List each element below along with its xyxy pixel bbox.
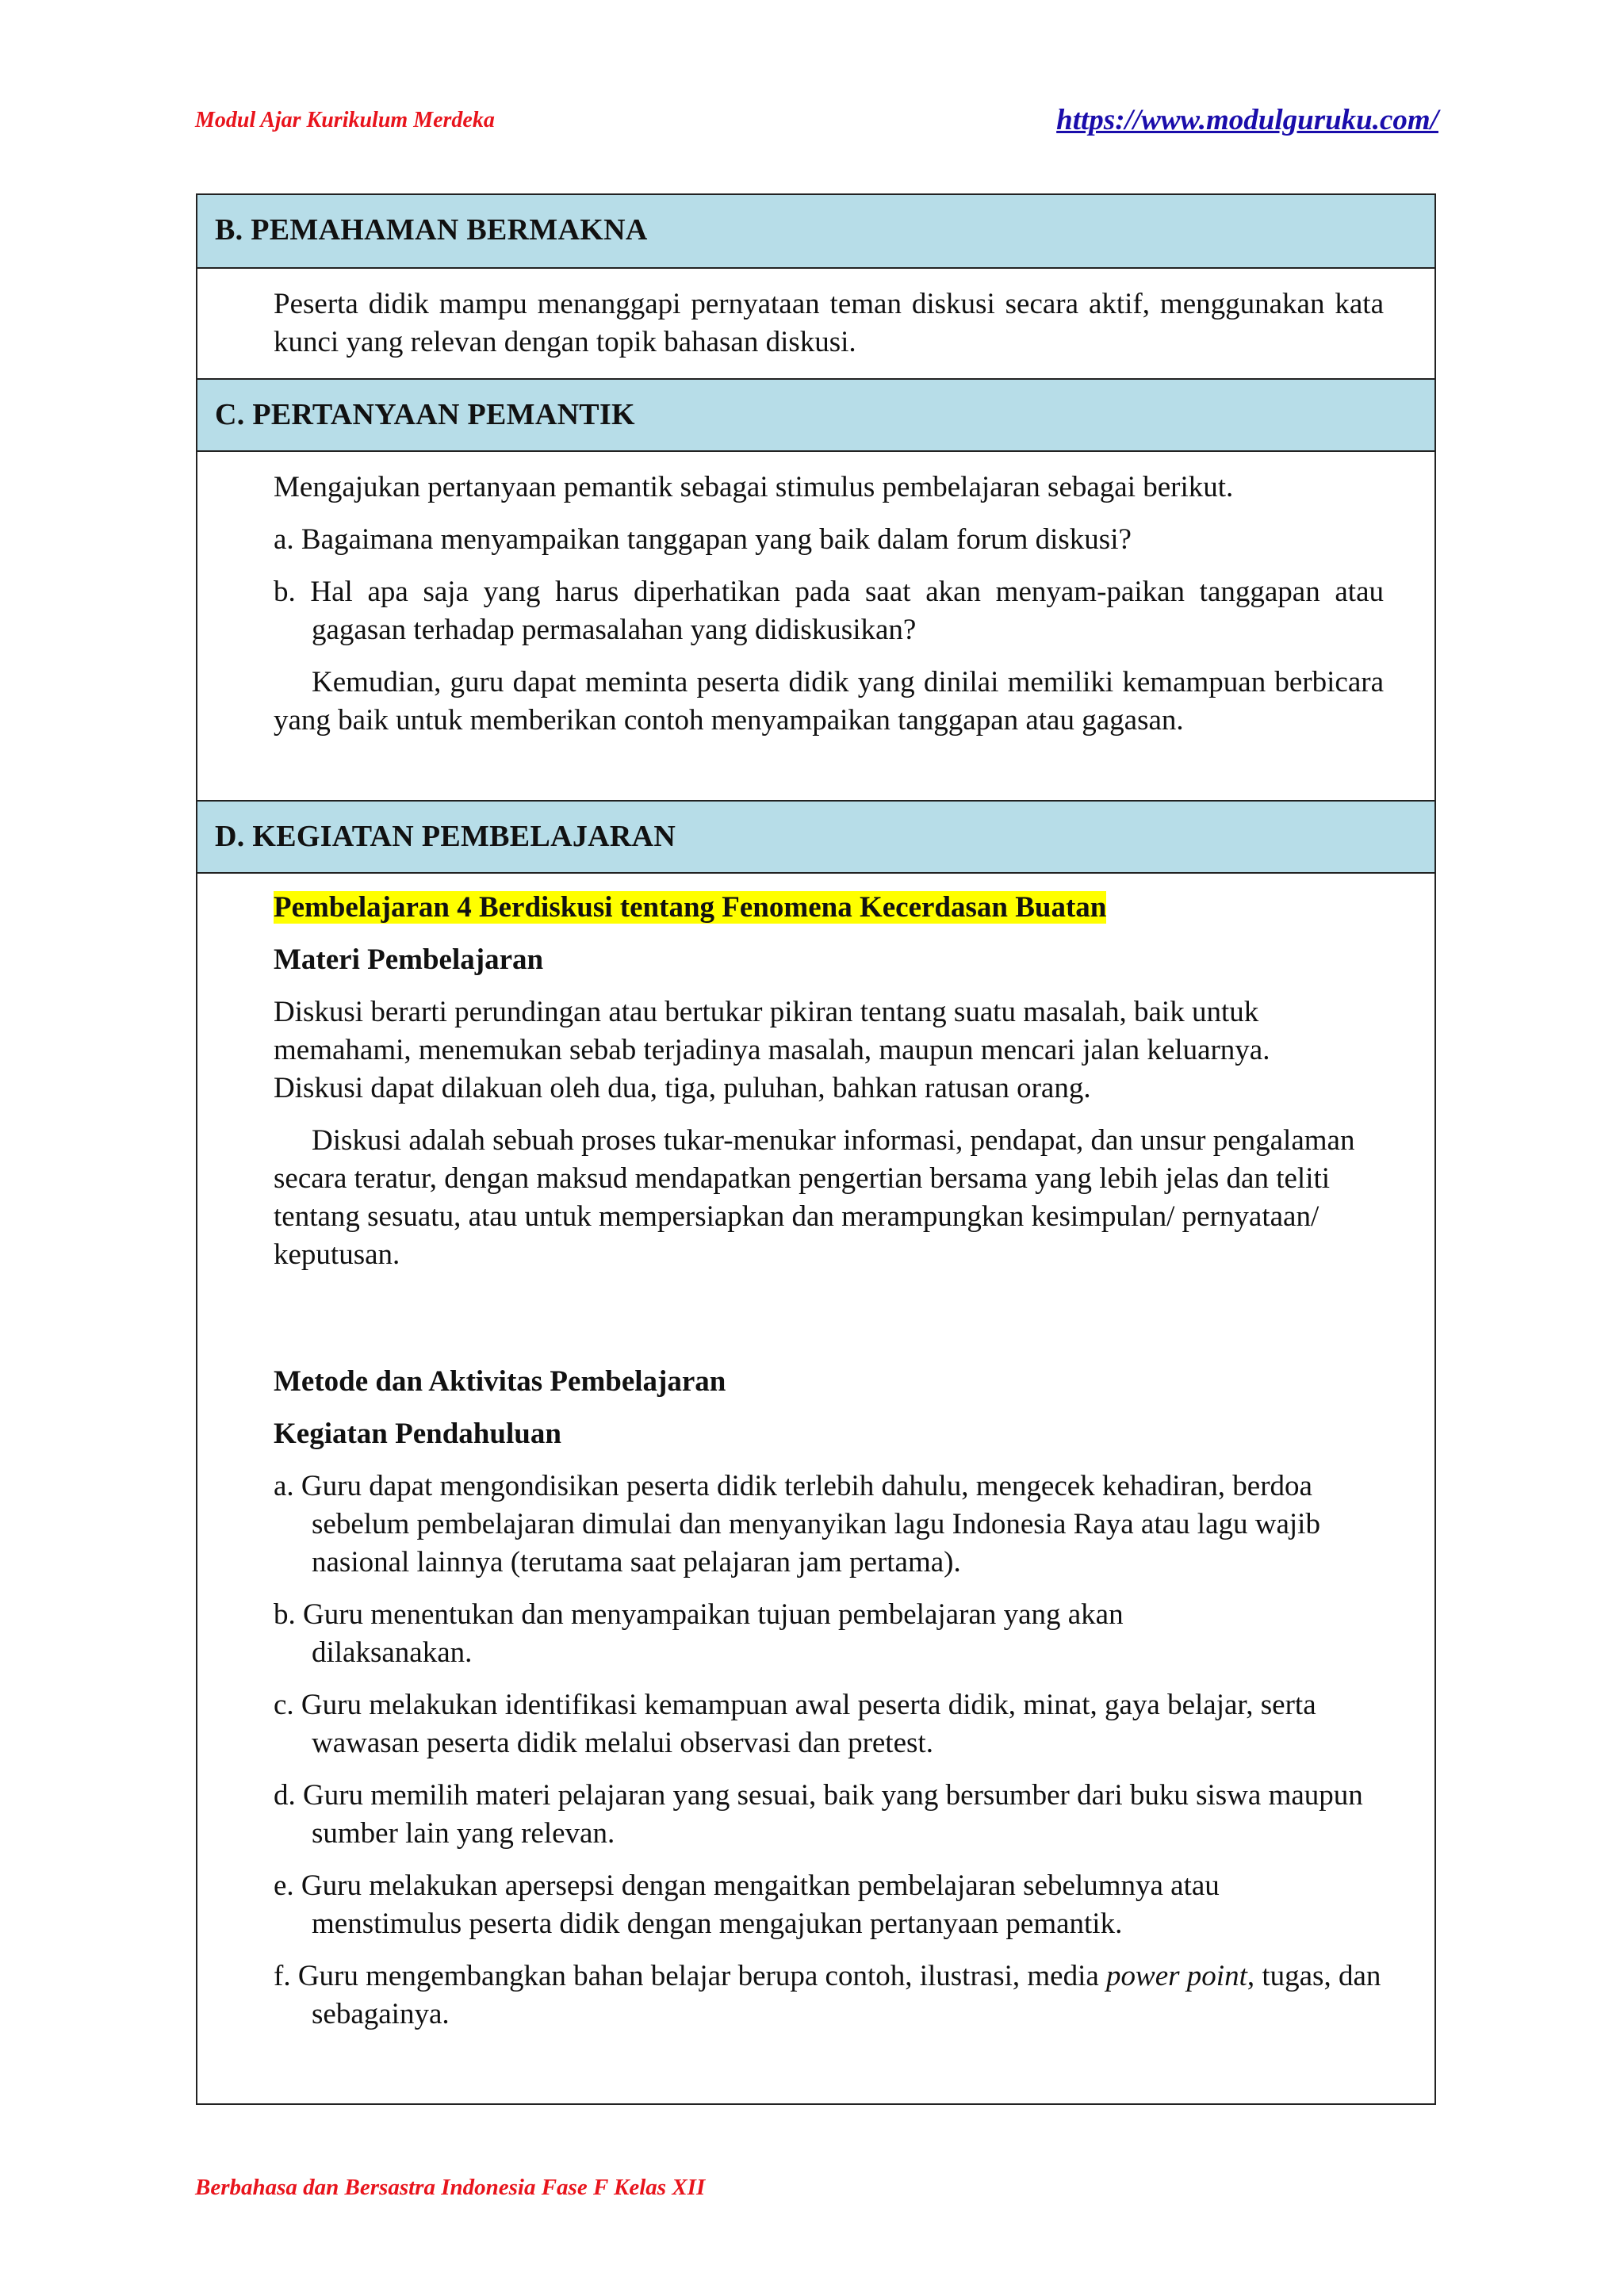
section-b-text: Peserta didik mampu menanggapi pernyataan teman diskusi secara aktif, menggunakan kata kunci yang relevan dengan topik bahasan diskusi. (274, 288, 1384, 358)
section-b-header: B. PEMAHAMAN BERMAKNA (197, 195, 1434, 269)
pendahuluan-heading: Kegiatan Pendahuluan (274, 1418, 561, 1450)
section-c-closing: Kemudian, guru dapat meminta peserta didik yang dinilai memiliki kemampuan berbicara yang baik untuk memberikan contoh menyampaikan tanggapan atau gagasan. (274, 666, 1384, 737)
content-table (196, 193, 1436, 2105)
section-d-header: D. KEGIATAN PEMBELAJARAN (197, 800, 1434, 874)
materi-paragraph-1: Diskusi berarti perundingan atau bertukar pikiran tentang suatu masalah, baik untuk memahami, menemukan sebab terjadinya masalah, maupun mencari jalan keluarnya. Diskusi dapat dilakuan oleh dua, tiga, puluhan, bahkan ratusan orang. (274, 996, 1270, 1104)
step-f (274, 1957, 1384, 2034)
step-d: d. Guru memilih materi pelajaran yang sesuai, baik yang bersumber dari buku siswa maupun sumber lain yang relevan. (274, 1779, 1363, 1850)
section-c-body (274, 469, 1384, 740)
lesson-title-highlight: Pembelajaran 4 Berdiskusi tentang Fenomena Kecerdasan Buatan (274, 891, 1107, 924)
step-f-italic: power point (1106, 1960, 1247, 1992)
question-b: b. Hal apa saja yang harus diperhatikan pada saat akan menyam-paikan tanggapan atau gagasan terhadap permasalahan yang didiskusikan? (274, 576, 1384, 646)
footer-subject-title: Berbahasa dan Bersastra Indonesia Fase F Kelas XII (195, 2175, 706, 2200)
step-a: a. Guru dapat mengondisikan peserta didik terlebih dahulu, mengecek kehadiran, berdoa sebelum pembelajaran dimulai dan menyanyikan lagu Indonesia Raya atau lagu wajib nasional lainnya (terutama saat pelajaran jam pertama). (274, 1470, 1320, 1578)
section-b-body (274, 285, 1384, 362)
question-a: a. Bagaimana menyampaikan tanggapan yang baik dalam forum diskusi? (274, 523, 1132, 556)
step-e: e. Guru melakukan apersepsi dengan mengaitkan pembelajaran sebelumnya atau menstimulus peserta didik dengan mengajukan pertanyaan pemantik. (274, 1869, 1220, 1940)
step-c: c. Guru melakukan identifikasi kemampuan awal peserta didik, minat, gaya belajar, serta wawasan peserta didik melalui observasi dan pretest. (274, 1689, 1316, 1759)
step-f-suffix: , tugas, dan sebagainya. (312, 1960, 1381, 2030)
materi-heading: Materi Pembelajaran (274, 943, 544, 976)
section-c-intro: Mengajukan pertanyaan pemantik sebagai stimulus pembelajaran sebagai berikut. (274, 471, 1234, 503)
step-b: b. Guru menentukan dan menyampaikan tujuan pembelajaran yang akan dilaksanakan. (274, 1598, 1124, 1669)
section-d-body (274, 889, 1384, 2034)
section-c-header: C. PERTANYAAN PEMANTIK (197, 378, 1434, 452)
step-f-prefix: f. Guru mengembangkan bahan belajar berupa contoh, ilustrasi, media (274, 1960, 1107, 1992)
materi-paragraph-2: Diskusi adalah sebuah proses tukar-menukar informasi, pendapat, dan unsur pengalaman secara teratur, dengan maksud mendapatkan pengertian bersama yang lebih jelas dan teliti tentang sesuatu, atau untuk mempersiapkan dan merampungkan kesimpulan/ pernyataan/ keputusan. (274, 1124, 1355, 1271)
header-website-link[interactable]: https://www.modulguruku.com/ (1056, 104, 1438, 136)
header-module-title: Modul Ajar Kurikulum Merdeka (195, 108, 495, 132)
metode-heading: Metode dan Aktivitas Pembelajaran (274, 1365, 726, 1398)
